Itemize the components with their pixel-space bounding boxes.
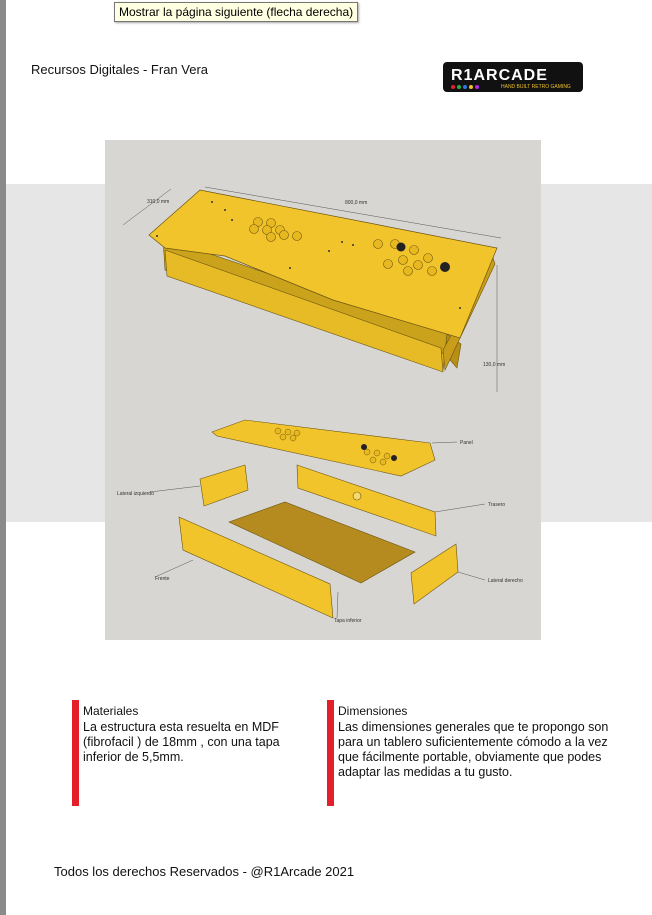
r1arcade-logo <box>443 62 583 92</box>
label-left-side: Lateral izquierdo <box>117 491 154 497</box>
dimension-height: 130,0 mm <box>483 362 506 368</box>
materials-accent-rule <box>72 700 79 806</box>
arcade-cabinet-figure <box>105 140 541 640</box>
arcade-cabinet-drawing <box>105 140 541 640</box>
label-bottom: Tapa inferior <box>334 618 362 624</box>
dimensions-body: Las dimensiones generales que te propongo son para un tablero suficientemente cómodo a la vez que fácilmente portable, obviamente que podes adaptar las medidas a tu gusto. <box>338 720 609 779</box>
materials-body: La estructura esta resuelta en MDF (fibrofacil ) de 18mm , con una tapa inferior de 5,5mm. <box>83 720 280 764</box>
dimensions-title: Dimensiones <box>338 704 408 718</box>
label-front: Frente <box>155 576 170 582</box>
footer-copyright: Todos los derechos Reservados - @R1Arcade 2021 <box>54 864 355 879</box>
label-right-side: Lateral derecho <box>488 578 523 584</box>
svg-text:R1ARCADE: R1ARCADE <box>451 67 548 84</box>
label-back: Trasero <box>488 502 506 508</box>
dimensions-accent-rule <box>327 700 334 806</box>
header-title: Recursos Digitales - Fran Vera <box>31 62 209 77</box>
materials-title: Materiales <box>83 704 139 718</box>
dimension-depth: 310,0 mm <box>147 199 170 205</box>
next-page-tooltip: Mostrar la página siguiente (flecha derecha) <box>114 2 358 22</box>
dimension-width: 800,0 mm <box>345 200 368 206</box>
label-panel: Panel <box>460 440 473 446</box>
svg-text:HAND BUILT RETRO GAMING: HAND BUILT RETRO GAMING <box>501 84 571 90</box>
